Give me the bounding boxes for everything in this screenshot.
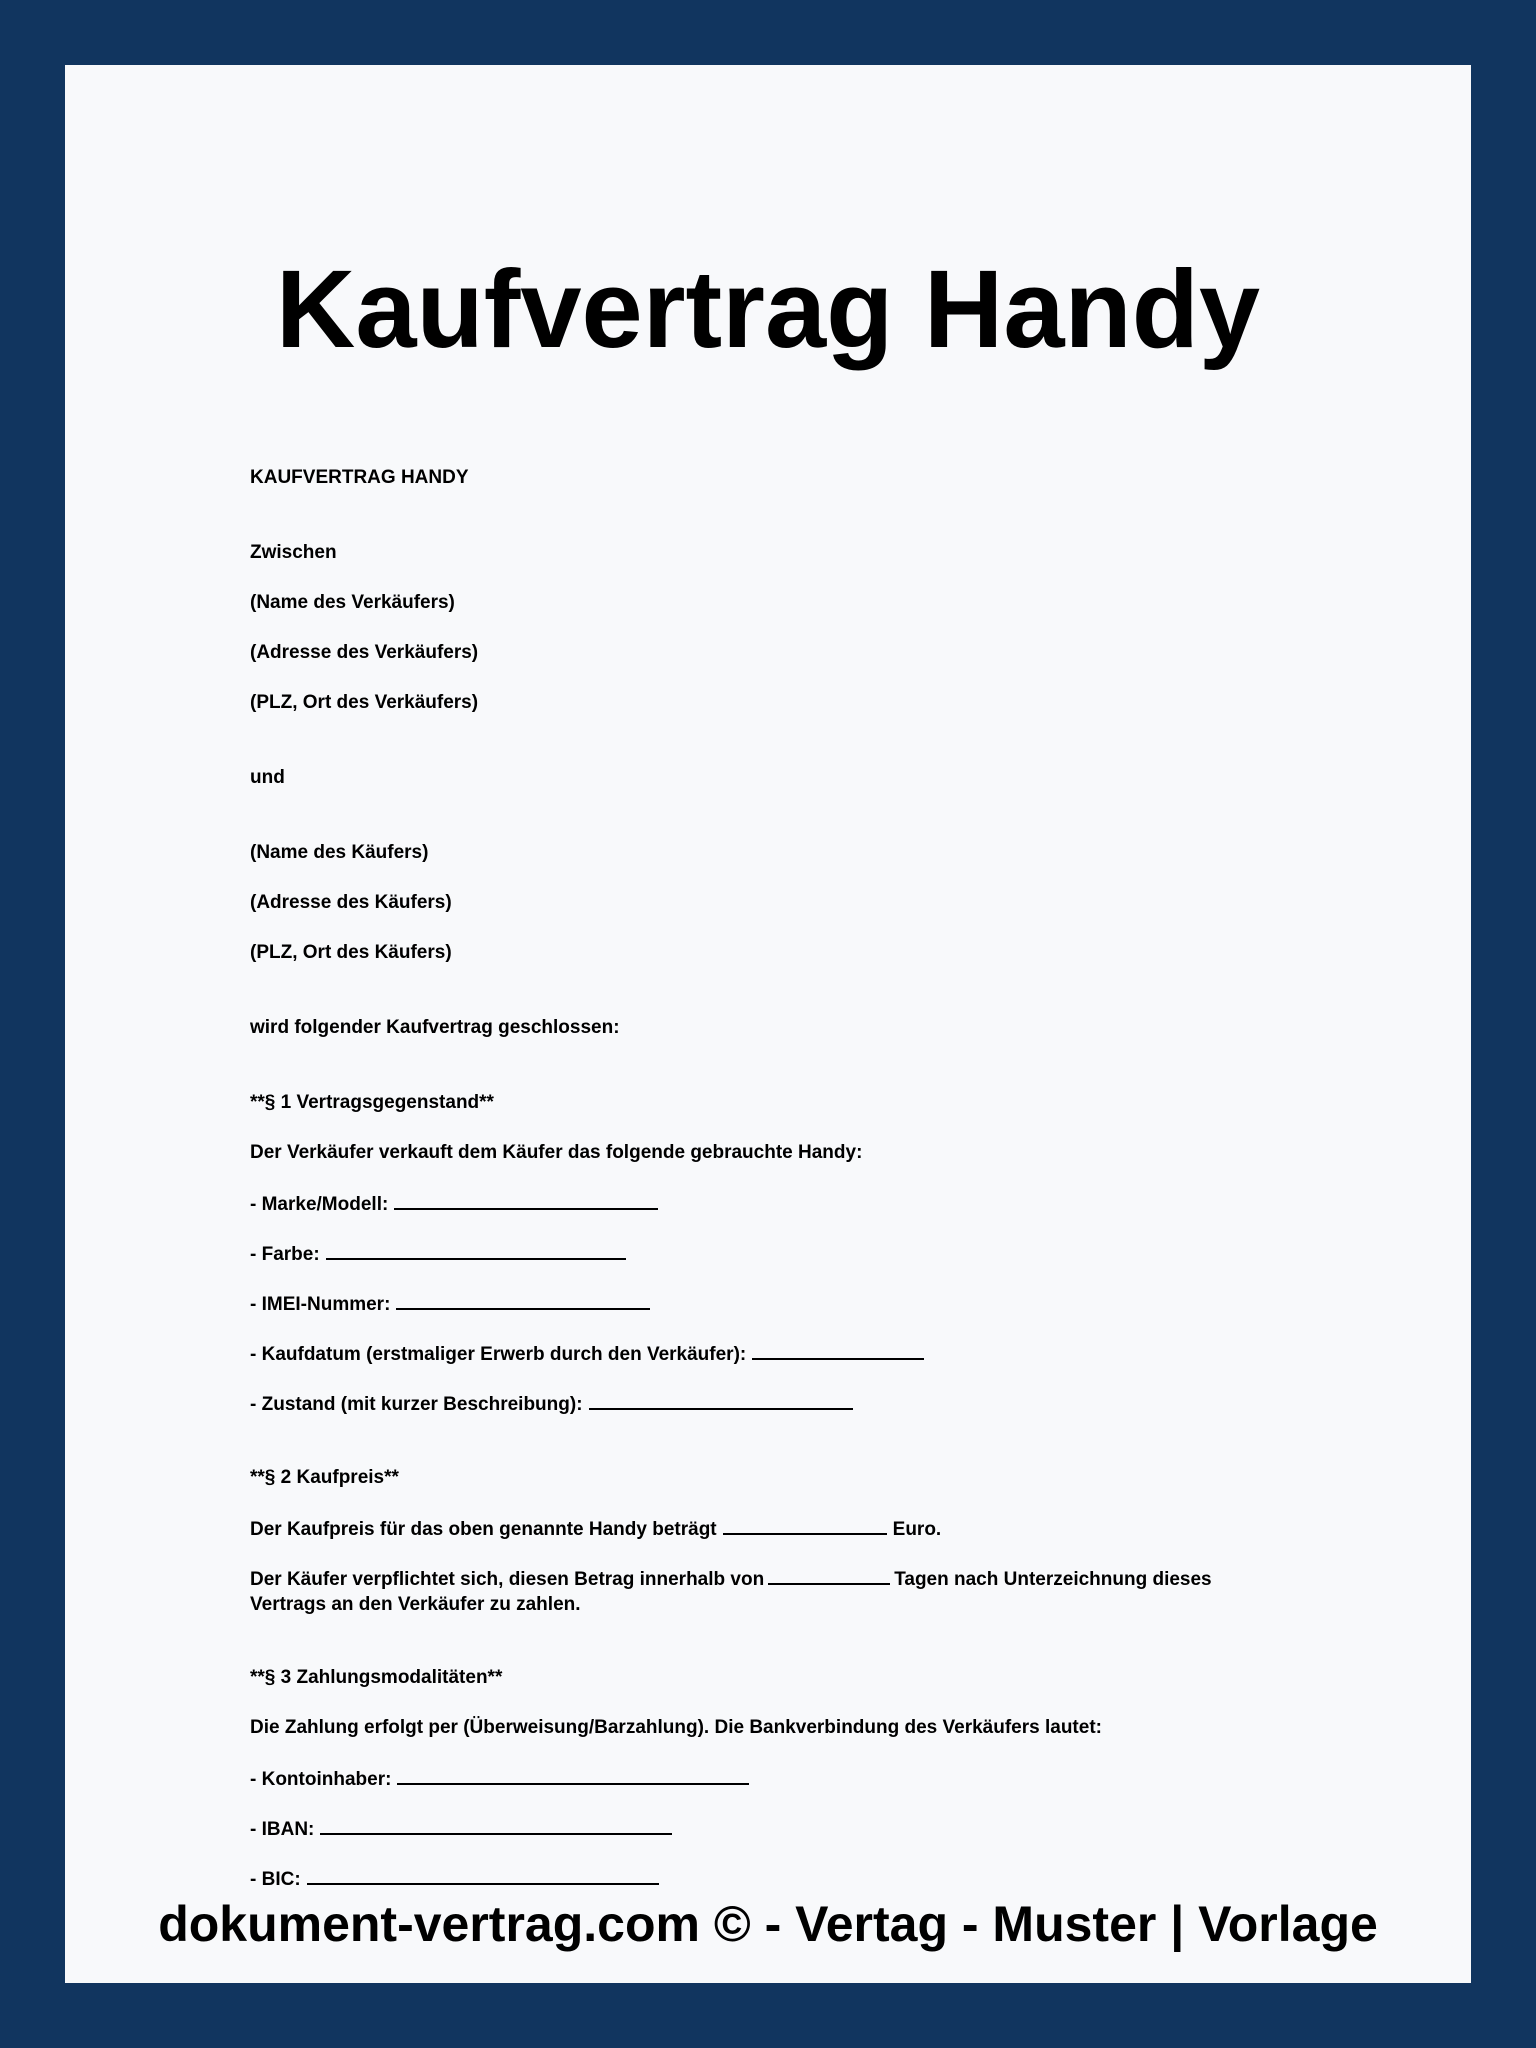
price-blank: [723, 1515, 887, 1535]
section1-title: **§ 1 Vertragsgegenstand**: [250, 1092, 494, 1113]
item-color-label: - Farbe:: [250, 1244, 320, 1265]
section2-title: **§ 2 Kaufpreis**: [250, 1467, 399, 1488]
bic-blank: [307, 1865, 659, 1885]
model-blank: [394, 1190, 658, 1210]
price-sentence: [250, 1515, 941, 1542]
payment-after-text: Tagen nach Unterzeichnung dieses Vertrags an den Verkäufer zu zahlen.: [250, 1569, 1212, 1615]
condition-blank: [589, 1390, 853, 1410]
document-page: [65, 65, 1471, 1983]
seller-name: (Name des Verkäufers): [250, 592, 455, 613]
and-label: und: [250, 767, 285, 788]
section3-intro: Die Zahlung erfolgt per (Überweisung/Barzahlung). Die Bankverbindung des Verkäufers lautet:: [250, 1717, 1102, 1738]
iban-blank: [320, 1815, 672, 1835]
item-condition: [250, 1390, 853, 1417]
payment-before-text: Der Käufer verpflichtet sich, diesen Betrag innerhalb von: [250, 1569, 765, 1590]
seller-address: (Adresse des Verkäufers): [250, 642, 479, 663]
section3-title: **§ 3 Zahlungsmodalitäten**: [250, 1667, 503, 1688]
item-iban: [250, 1815, 672, 1842]
imei-blank: [396, 1290, 650, 1310]
item-purchase-date: [250, 1340, 924, 1367]
item-imei: [250, 1290, 650, 1317]
account-holder-blank: [397, 1765, 749, 1785]
payment-term-sentence: [250, 1565, 1290, 1617]
buyer-name: (Name des Käufers): [250, 842, 429, 863]
section1-intro: Der Verkäufer verkauft dem Käufer das folgende gebrauchte Handy:: [250, 1142, 863, 1163]
item-purchase-date-label: - Kaufdatum (erstmaliger Erwerb durch den Verkäufer):: [250, 1344, 747, 1365]
footer-watermark: dokument-vertrag.com © - Vertag - Muster | Vorlage: [158, 1896, 1378, 1952]
seller-city: (PLZ, Ort des Verkäufers): [250, 692, 479, 713]
buyer-city: (PLZ, Ort des Käufers): [250, 942, 452, 963]
purchase-date-blank: [752, 1340, 924, 1360]
buyer-address: (Adresse des Käufers): [250, 892, 452, 913]
item-color: [250, 1240, 626, 1267]
item-iban-label: - IBAN:: [250, 1819, 315, 1840]
item-account-holder-label: - Kontoinhaber:: [250, 1769, 392, 1790]
contract-heading: KAUFVERTRAG HANDY: [250, 467, 469, 488]
item-account-holder: [250, 1765, 749, 1792]
price-after-text: Euro.: [892, 1519, 942, 1540]
price-before-text: Der Kaufpreis für das oben genannte Handy beträgt: [250, 1519, 717, 1540]
color-blank: [326, 1240, 626, 1260]
item-condition-label: - Zustand (mit kurzer Beschreibung):: [250, 1394, 583, 1415]
days-blank: [768, 1565, 890, 1585]
item-model-label: - Marke/Modell:: [250, 1194, 389, 1215]
contract-closing: wird folgender Kaufvertrag geschlossen:: [250, 1017, 620, 1038]
item-bic: [250, 1865, 659, 1892]
item-imei-label: - IMEI-Nummer:: [250, 1294, 391, 1315]
item-model: [250, 1190, 658, 1217]
item-bic-label: - BIC:: [250, 1869, 301, 1890]
between-label: Zwischen: [250, 542, 337, 563]
document-title: Kaufvertrag Handy: [275, 248, 1261, 371]
